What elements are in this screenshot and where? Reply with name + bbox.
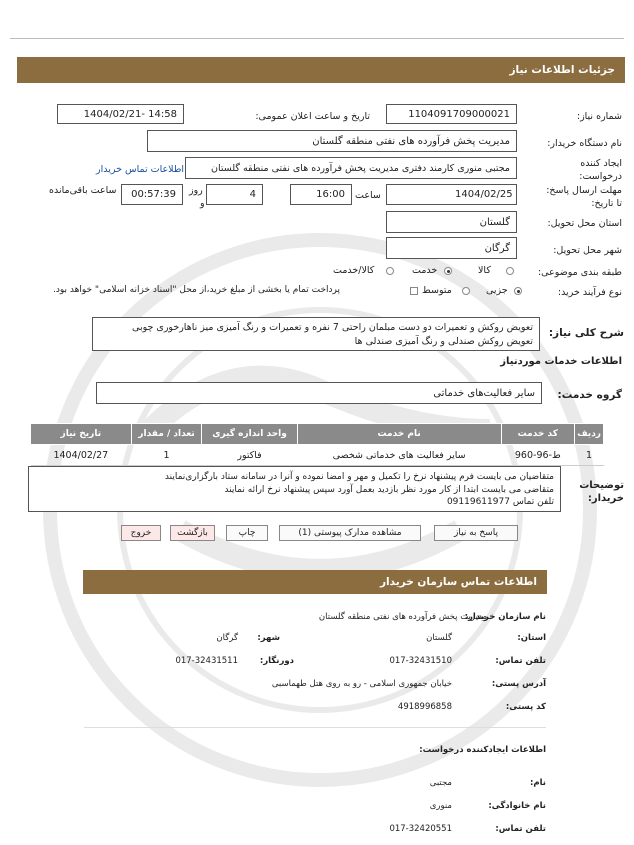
back-button[interactable]: بازگشت (170, 525, 215, 541)
contact-city-value: گرگان (216, 633, 238, 643)
contact-postal-label: کد پستی: (505, 702, 546, 712)
contact-address-label: آدرس پستی: (491, 679, 546, 689)
exit-button[interactable]: خروج (121, 525, 161, 541)
col-unit: واحد اندازه گیری (202, 424, 297, 445)
creator-phone-label: تلفن تماس: (495, 824, 546, 834)
contact-divider (84, 727, 546, 728)
contact-fax-value: 017-32431511 (175, 656, 238, 666)
cell-service-name: سایر فعالیت های خدماتی شخصی (297, 445, 501, 466)
creator-last-name-value: منوری (429, 801, 452, 811)
print-button[interactable]: چاپ (226, 525, 268, 541)
buyer-notes-line-3: تلفن تماس 09119611977 (446, 497, 554, 507)
top-divider (10, 38, 624, 39)
creator-last-name-label: نام خانوادگی: (488, 801, 546, 811)
cell-unit: فاکتور (202, 445, 297, 466)
delivery-city-label: شهر محل تحویل: (553, 245, 622, 256)
contact-postal-value: 4918996858 (397, 702, 452, 712)
buyer-org-field: مدیریت پخش فرآورده های نفتی منطقه گلستان (147, 130, 517, 152)
process-minor-label: جزیی (486, 285, 508, 296)
need-number-label: شماره نیاز: (576, 111, 622, 122)
creator-first-name-label: نام: (529, 778, 546, 788)
deadline-days-field: 4 (206, 184, 263, 205)
deadline-label: مهلت ارسال پاسخ: تا تاریخ: (546, 185, 622, 209)
contact-org-value: مدیریت پخش فرآورده های نفتی منطقه گلستان (318, 612, 487, 622)
col-need-date: تاریخ نیاز (31, 424, 132, 445)
process-medium-radio[interactable] (462, 287, 470, 295)
contact-province-label: استان: (517, 633, 546, 643)
contact-title: اطلاعات تماس سازمان خریدار (380, 576, 537, 588)
category-both-label: کالا/خدمت (333, 265, 375, 276)
delivery-province-field: گلستان (386, 211, 517, 233)
buyer-notes-line-2: متقاضی می بایست ابتدا از کار مورد نظر بازدید بعمل آورد سپس پیشنهاد نرخ ارائه نمایند (224, 484, 554, 495)
deadline-date-field: 1404/02/25 (386, 184, 517, 205)
services-section-title: اطلاعات خدمات موردنیاز (500, 356, 622, 367)
process-type-label: نوع فرآیند خرید: (557, 287, 622, 298)
services-table (30, 423, 604, 466)
summary-line-2: تعویض روکش صندلی و رنگ آمیزی صندلی ها (354, 336, 533, 347)
remaining-time-label: ساعت باقی‌مانده (49, 185, 117, 196)
contact-fax-label: دورنگار: (259, 656, 294, 666)
announce-datetime-label: تاریخ و ساعت اعلان عمومی: (255, 111, 370, 122)
summary-label: شرح کلی نیاز: (548, 327, 624, 339)
contact-org-label: نام سازمان خریدار: (464, 612, 546, 622)
view-attachments-button[interactable]: مشاهده مدارک پیوستی (1) (279, 525, 421, 541)
deadline-days-field-label: روز (189, 185, 203, 196)
category-service-radio[interactable] (444, 267, 452, 275)
reply-button[interactable]: پاسخ به نیاز (434, 525, 518, 541)
buyer-notes-label: توضیحات خریدار: (579, 480, 624, 504)
category-label: طبقه بندی موضوعی: (537, 267, 622, 278)
contact-city-label: شهر: (257, 633, 280, 643)
announce-datetime-field: 1404/02/21- 14:58 (57, 104, 184, 124)
treasury-bonds-note: پرداخت تمام یا بخشی از مبلغ خرید،از محل "اسناد خزانه اسلامی" خواهد بود. (53, 285, 341, 295)
deadline-and-label: و (200, 198, 205, 209)
treasury-bonds-checkbox[interactable] (410, 287, 418, 295)
service-group-field: سایر فعالیت‌های خدماتی (96, 382, 542, 404)
col-row: ردیف (575, 424, 604, 445)
creator-phone-value: 017-32420551 (389, 824, 452, 834)
contact-address-value: خیابان جمهوری اسلامی - رو به روی هتل طهماسبی (271, 679, 452, 689)
category-both-radio[interactable] (386, 267, 394, 275)
buyer-contact-link[interactable]: اطلاعات تماس خریدار (96, 164, 185, 175)
buyer-org-label: نام دستگاه خریدار: (547, 138, 622, 149)
category-goods-radio[interactable] (506, 267, 514, 275)
delivery-city-field: گرگان (386, 237, 517, 259)
col-service-code: کد خدمت (501, 424, 575, 445)
buyer-notes-box (28, 466, 561, 512)
buyer-notes-line-1: متقاضیان می بایست فرم پیشنهاد نرخ را تکمیل و مهر و امضا نموده و آنرا در سامانه ستاد بارگزاری‌نمایند (164, 472, 554, 482)
category-service-label: خدمت (412, 265, 438, 276)
col-quantity: تعداد / مقدار (131, 424, 202, 445)
contact-phone-label: تلفن تماس: (495, 656, 546, 666)
summary-box (92, 317, 540, 351)
page-header-bar (17, 57, 625, 83)
process-medium-label: متوسط (422, 285, 452, 296)
creator-label: ایجاد کننده درخواست: (579, 158, 622, 182)
contact-header-bar (83, 570, 547, 594)
table-header-row (31, 424, 604, 445)
service-group-label: گروه خدمت: (557, 389, 622, 401)
contact-phone-value: 017-32431510 (389, 656, 452, 666)
need-number-field: 1104091709000021 (386, 104, 517, 124)
deadline-time-label: ساعت (355, 190, 381, 201)
category-goods-label: کالا (478, 265, 491, 276)
cell-row: 1 (575, 445, 604, 466)
creator-info-title: اطلاعات ایجادکننده درخواست: (419, 745, 546, 755)
contact-province-value: گلستان (426, 633, 452, 643)
remaining-time-field: 00:57:39 (121, 184, 183, 205)
creator-field: مجتبی منوری کارمند دفتری مدیریت پخش فرآورده های نفتی منطقه گلستان (185, 157, 517, 179)
page-title: جزئیات اطلاعات نیاز (509, 64, 615, 76)
col-service-name: نام خدمت (297, 424, 501, 445)
table-row (31, 445, 604, 466)
process-minor-radio[interactable] (514, 287, 522, 295)
deadline-time-field: 16:00 (290, 184, 352, 205)
cell-service-code: ط-96-960 (501, 445, 575, 466)
cell-quantity: 1 (131, 445, 202, 466)
summary-line-1: تعویض روکش و تعمیرات دو دست مبلمان راحتی 7 نفره و تعمیرات و رنگ آمیزی میز ناهارخوری چوبی (132, 322, 533, 333)
delivery-province-label: استان محل تحویل: (547, 218, 622, 229)
cell-need-date: 1404/02/27 (31, 445, 132, 466)
creator-first-name-value: مجتبی (429, 778, 452, 788)
